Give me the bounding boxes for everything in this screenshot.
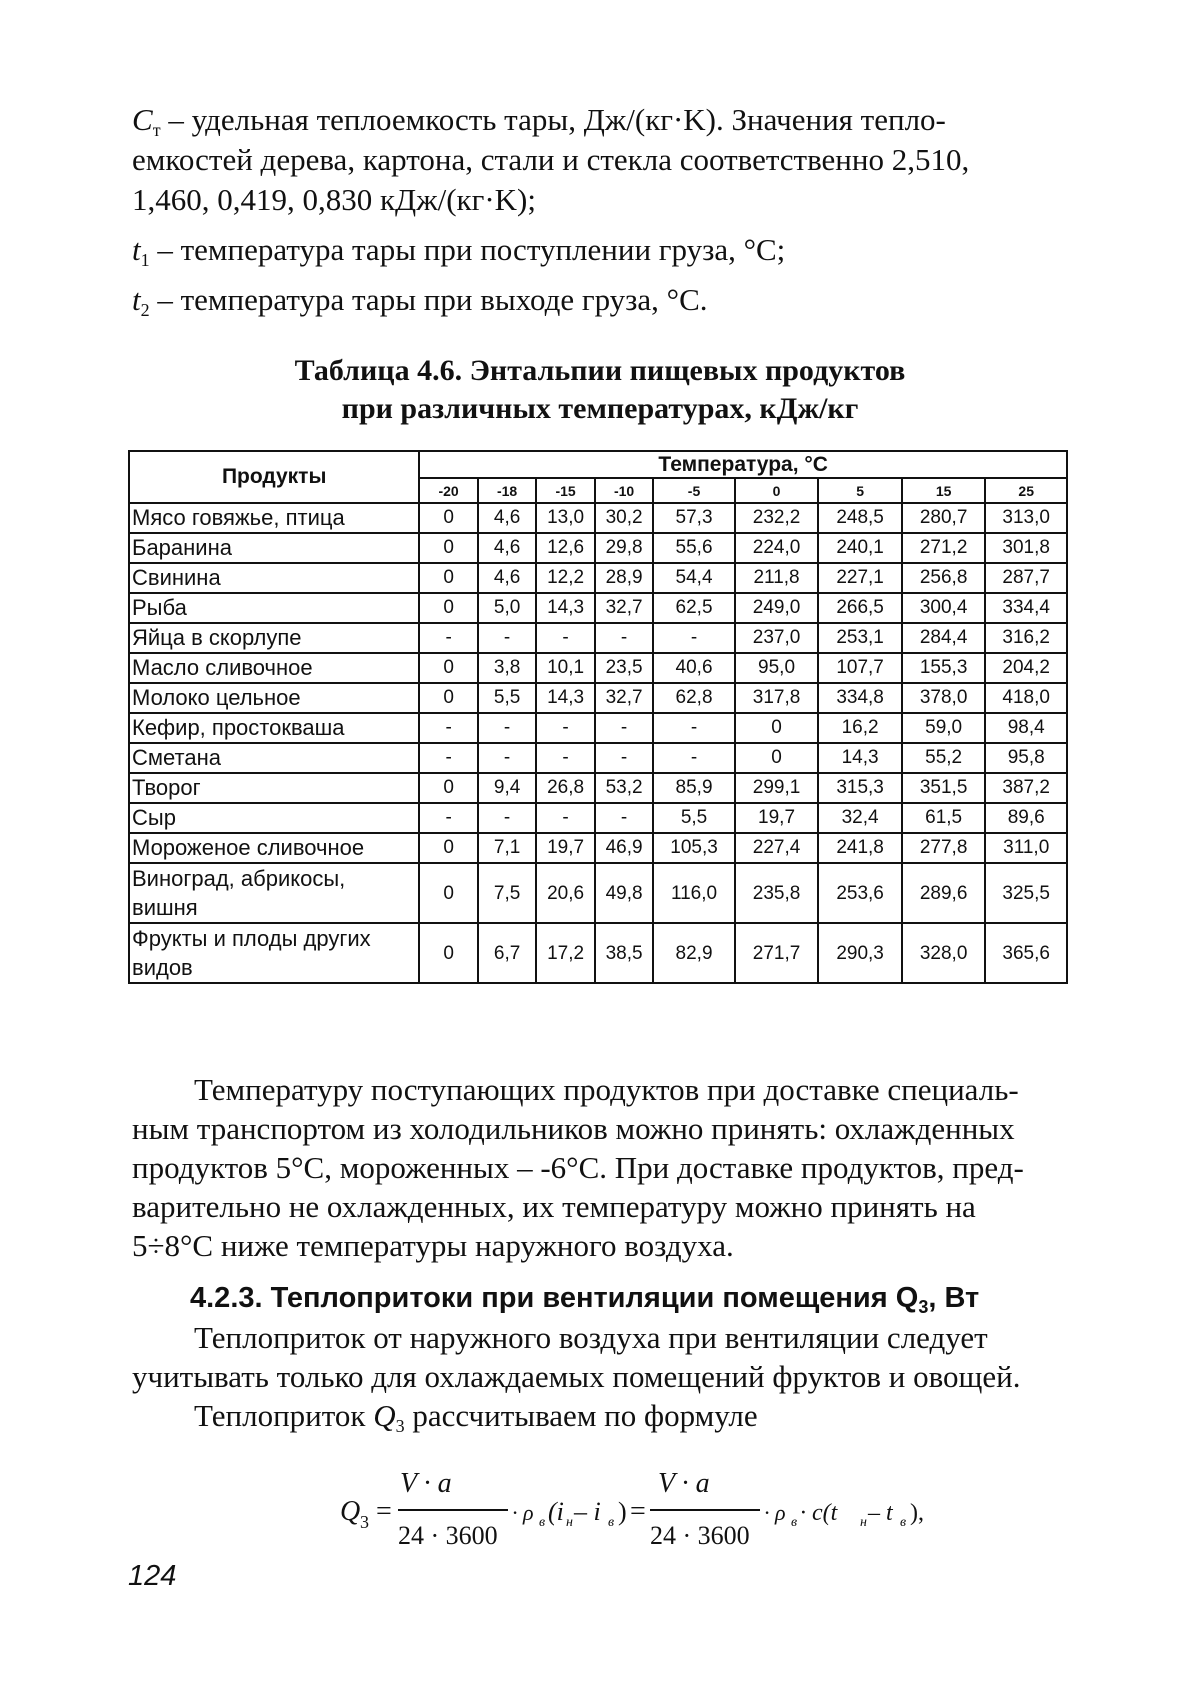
product-name-cell: Мясо говяжье, птица — [129, 503, 419, 533]
enthalpy-cell: 16,2 — [818, 713, 902, 743]
product-name-cell: Мороженое сливочное — [129, 833, 419, 863]
enthalpy-cell: - — [478, 743, 536, 773]
enthalpy-cell: 316,2 — [985, 623, 1067, 653]
definition-text: – температура тары при выходе груза, °С. — [149, 282, 708, 317]
table-row — [129, 503, 1067, 533]
formula-den1: 24 · 3600 — [398, 1521, 498, 1550]
formula-t2: – t — [868, 1500, 893, 1526]
enthalpy-cell: 98,4 — [985, 713, 1067, 743]
enthalpy-cell: 290,3 — [818, 923, 902, 983]
products-header: Продукты — [129, 451, 419, 503]
table-row — [129, 683, 1067, 713]
enthalpy-cell: 317,8 — [735, 683, 819, 713]
enthalpy-cell: 0 — [419, 503, 477, 533]
temp-cell: 25 — [985, 478, 1067, 503]
caption-line: при различных температурах, кДж/кг — [341, 392, 859, 425]
table-row — [129, 713, 1067, 743]
section-sub: 3 — [918, 1297, 929, 1317]
enthalpy-cell: 28,9 — [595, 563, 653, 593]
enthalpy-cell: 38,5 — [595, 923, 653, 983]
enthalpy-cell: 289,6 — [902, 863, 986, 923]
definition-t2 — [132, 280, 1062, 320]
table-row — [129, 593, 1067, 623]
intro-definitions — [132, 100, 1062, 330]
table-row — [129, 533, 1067, 563]
enthalpy-cell: - — [419, 743, 477, 773]
enthalpy-cell: 14,3 — [536, 593, 594, 623]
enthalpy-cell: 224,0 — [735, 533, 819, 563]
enthalpy-cell: 351,5 — [902, 773, 986, 803]
temp-cell: -20 — [419, 478, 477, 503]
enthalpy-cell: 95,8 — [985, 743, 1067, 773]
enthalpy-cell: - — [653, 743, 734, 773]
formula-eq2: = — [630, 1496, 646, 1527]
table-row — [129, 563, 1067, 593]
enthalpy-cell: 14,3 — [536, 683, 594, 713]
enthalpy-cell: 55,2 — [902, 743, 986, 773]
formula-num2: V · a — [658, 1468, 710, 1499]
product-name-cell: Сыр — [129, 803, 419, 833]
enthalpy-cell: 232,2 — [735, 503, 819, 533]
enthalpy-cell: 253,1 — [818, 623, 902, 653]
enthalpy-cell: - — [595, 713, 653, 743]
table-row — [129, 833, 1067, 863]
enthalpy-cell: 211,8 — [735, 563, 819, 593]
enthalpy-cell: - — [478, 623, 536, 653]
definition-cm — [132, 100, 1062, 220]
enthalpy-cell: 253,6 — [818, 863, 902, 923]
paragraph-line: продуктов 5°С, мороженных – -6°С. При доставке продуктов, пред- — [132, 1150, 1024, 1185]
table-row — [129, 743, 1067, 773]
formula-lhs-sub: 3 — [360, 1512, 369, 1532]
enthalpy-cell: - — [478, 713, 536, 743]
enthalpy-cell: 53,2 — [595, 773, 653, 803]
formula-i1: (i — [548, 1497, 564, 1526]
enthalpy-cell: - — [653, 623, 734, 653]
section-suffix: , Вт — [928, 1282, 980, 1314]
enthalpy-cell: 0 — [419, 593, 477, 623]
section-title: 4.2.3. Теплопритоки при вентиляции помещения Q — [190, 1282, 919, 1314]
enthalpy-cell: 277,8 — [902, 833, 986, 863]
product-name-cell: Сметана — [129, 743, 419, 773]
enthalpy-cell: 20,6 — [536, 863, 594, 923]
enthalpy-cell: 387,2 — [985, 773, 1067, 803]
enthalpy-cell: 95,0 — [735, 653, 819, 683]
enthalpy-cell: 4,6 — [478, 563, 536, 593]
definition-text: 1,460, 0,419, 0,830 кДж/(кг·K); — [132, 182, 536, 217]
enthalpy-cell: - — [595, 803, 653, 833]
enthalpy-cell: 32,7 — [595, 683, 653, 713]
enthalpy-cell: 116,0 — [653, 863, 734, 923]
definition-t1 — [132, 230, 1062, 270]
formula-i2: – i — [574, 1497, 601, 1526]
enthalpy-cell: 328,0 — [902, 923, 986, 983]
enthalpy-cell: 155,3 — [902, 653, 986, 683]
enthalpy-cell: - — [595, 623, 653, 653]
enthalpy-cell: 311,0 — [985, 833, 1067, 863]
enthalpy-cell: - — [478, 803, 536, 833]
enthalpy-cell: 105,3 — [653, 833, 734, 863]
symbol-sub: 1 — [140, 250, 150, 270]
paragraph-line: 5÷8°С ниже температуры наружного воздуха. — [132, 1228, 734, 1263]
enthalpy-cell: 0 — [419, 563, 477, 593]
enthalpy-cell: - — [595, 743, 653, 773]
enthalpy-cell: 284,4 — [902, 623, 986, 653]
paragraph-line: Теплоприток от наружного воздуха при вентиляции следует — [194, 1320, 988, 1355]
enthalpy-cell: 61,5 — [902, 803, 986, 833]
section-heading — [190, 1280, 979, 1316]
enthalpy-cell: 49,8 — [595, 863, 653, 923]
product-name-cell: Рыба — [129, 593, 419, 623]
product-name-cell: Масло сливочное — [129, 653, 419, 683]
enthalpy-cell: 4,6 — [478, 533, 536, 563]
formula-num1: V · a — [400, 1468, 452, 1499]
enthalpy-cell: 235,8 — [735, 863, 819, 923]
enthalpy-cell: 3,8 — [478, 653, 536, 683]
enthalpy-cell: 12,6 — [536, 533, 594, 563]
enthalpy-cell: 315,3 — [818, 773, 902, 803]
table-row — [129, 863, 1067, 923]
enthalpy-cell: 59,0 — [902, 713, 986, 743]
enthalpy-cell: 0 — [419, 533, 477, 563]
enthalpy-cell: 280,7 — [902, 503, 986, 533]
formula-i2-sub: в — [608, 1515, 615, 1530]
definition-text: – удельная теплоемкость тары, Дж/(кг·K). Значения тепло- — [160, 102, 946, 137]
enthalpy-cell: 0 — [735, 743, 819, 773]
enthalpy-cell: 19,7 — [735, 803, 819, 833]
enthalpy-cell: 82,9 — [653, 923, 734, 983]
enthalpy-cell: 62,8 — [653, 683, 734, 713]
product-name-cell: Виноград, абрикосы, вишня — [129, 863, 419, 923]
symbol-t: t — [132, 232, 141, 267]
paragraph-text: Теплоприток — [194, 1398, 374, 1433]
enthalpy-cell: - — [653, 713, 734, 743]
formula-rho2-sub: в — [791, 1515, 798, 1530]
table-body — [129, 503, 1067, 983]
paragraph-text: рассчитываем по формуле — [404, 1398, 758, 1433]
table-row — [129, 923, 1067, 983]
table-row — [129, 623, 1067, 653]
enthalpy-cell: 248,5 — [818, 503, 902, 533]
enthalpy-cell: 14,3 — [818, 743, 902, 773]
temp-cell: 15 — [902, 478, 986, 503]
enthalpy-cell: 57,3 — [653, 503, 734, 533]
enthalpy-cell: - — [419, 623, 477, 653]
enthalpy-cell: 249,0 — [735, 593, 819, 623]
ventilation-formula — [340, 1452, 980, 1562]
enthalpy-cell: 204,2 — [985, 653, 1067, 683]
product-name-cell: Творог — [129, 773, 419, 803]
enthalpy-cell: 12,2 — [536, 563, 594, 593]
table-caption — [130, 352, 1070, 428]
enthalpy-cell: 26,8 — [536, 773, 594, 803]
enthalpy-cell: 40,6 — [653, 653, 734, 683]
enthalpy-cell: 334,8 — [818, 683, 902, 713]
enthalpy-cell: 89,6 — [985, 803, 1067, 833]
symbol-c: C — [132, 102, 153, 137]
enthalpy-table — [128, 450, 1068, 984]
enthalpy-cell: 5,5 — [478, 683, 536, 713]
temp-cell: -10 — [595, 478, 653, 503]
enthalpy-cell: 266,5 — [818, 593, 902, 623]
enthalpy-cell: 32,7 — [595, 593, 653, 623]
enthalpy-cell: 54,4 — [653, 563, 734, 593]
enthalpy-cell: 0 — [735, 713, 819, 743]
enthalpy-cell: 62,5 — [653, 593, 734, 623]
paragraph-line: Температуру поступающих продуктов при доставке специаль- — [194, 1072, 1019, 1107]
paragraph-line: учитывать только для охлаждаемых помещений фруктов и овощей. — [132, 1359, 1021, 1394]
enthalpy-cell: 19,7 — [536, 833, 594, 863]
enthalpy-cell: 287,7 — [985, 563, 1067, 593]
enthalpy-cell: 4,6 — [478, 503, 536, 533]
formula-i1-sub: н — [566, 1515, 573, 1530]
caption-line: Таблица 4.6. Энтальпии пищевых продуктов — [294, 354, 906, 387]
enthalpy-cell: 241,8 — [818, 833, 902, 863]
temp-cell: 5 — [818, 478, 902, 503]
enthalpy-cell: 107,7 — [818, 653, 902, 683]
temp-cell: 0 — [735, 478, 819, 503]
page-number: 124 — [128, 1560, 177, 1592]
enthalpy-cell: 365,6 — [985, 923, 1067, 983]
enthalpy-cell: 0 — [419, 773, 477, 803]
temp-cell: -5 — [653, 478, 734, 503]
enthalpy-cell: 227,4 — [735, 833, 819, 863]
enthalpy-cell: 55,6 — [653, 533, 734, 563]
table-row — [129, 803, 1067, 833]
enthalpy-cell: 237,0 — [735, 623, 819, 653]
product-name-cell: Молоко цельное — [129, 683, 419, 713]
enthalpy-cell: 7,1 — [478, 833, 536, 863]
symbol-sub: 3 — [395, 1416, 405, 1436]
formula-rho1: · ρ — [512, 1500, 534, 1525]
temperature-header: Температура, °С — [419, 451, 1067, 478]
enthalpy-cell: 0 — [419, 833, 477, 863]
enthalpy-cell: 301,8 — [985, 533, 1067, 563]
definition-text: – температура тары при поступлении груза, °С; — [149, 232, 786, 267]
enthalpy-cell: 240,1 — [818, 533, 902, 563]
enthalpy-cell: 227,1 — [818, 563, 902, 593]
enthalpy-cell: 30,2 — [595, 503, 653, 533]
formula-c: · c(t — [800, 1500, 838, 1526]
symbol-t: t — [132, 282, 141, 317]
formula-close1: ) — [618, 1497, 627, 1526]
product-name-cell: Фрукты и плоды других видов — [129, 923, 419, 983]
formula-den2: 24 · 3600 — [650, 1521, 750, 1550]
enthalpy-cell: - — [419, 713, 477, 743]
enthalpy-cell: 7,5 — [478, 863, 536, 923]
product-name-cell: Яйца в скорлупе — [129, 623, 419, 653]
enthalpy-cell: 0 — [419, 653, 477, 683]
product-name-cell: Кефир, простокваша — [129, 713, 419, 743]
ventilation-paragraph — [132, 1318, 1062, 1435]
formula-rho2: · ρ — [764, 1500, 786, 1525]
enthalpy-cell: 325,5 — [985, 863, 1067, 923]
enthalpy-cell: 299,1 — [735, 773, 819, 803]
formula-lhs: Q — [340, 1496, 361, 1527]
enthalpy-cell: 9,4 — [478, 773, 536, 803]
enthalpy-cell: - — [536, 743, 594, 773]
enthalpy-cell: 85,9 — [653, 773, 734, 803]
enthalpy-cell: 0 — [419, 683, 477, 713]
enthalpy-cell: 0 — [419, 863, 477, 923]
enthalpy-cell: 0 — [419, 923, 477, 983]
paragraph-line: ным транспортом из холодильников можно принять: охлажденных — [132, 1111, 1015, 1146]
delivery-temperature-paragraph — [132, 1070, 1062, 1265]
enthalpy-cell: - — [536, 623, 594, 653]
enthalpy-cell: - — [536, 713, 594, 743]
formula-rho1-sub: в — [539, 1515, 546, 1530]
definition-text: емкостей дерева, картона, стали и стекла соответственно 2,510, — [132, 142, 970, 177]
enthalpy-cell: 313,0 — [985, 503, 1067, 533]
enthalpy-cell: 271,7 — [735, 923, 819, 983]
enthalpy-cell: - — [536, 803, 594, 833]
table-row — [129, 653, 1067, 683]
formula-t2-sub: в — [900, 1515, 907, 1530]
formula-t1-sub: н — [860, 1515, 867, 1530]
enthalpy-cell: 23,5 — [595, 653, 653, 683]
enthalpy-cell: 6,7 — [478, 923, 536, 983]
product-name-cell: Баранина — [129, 533, 419, 563]
symbol-q: Q — [373, 1398, 396, 1433]
enthalpy-cell: 256,8 — [902, 563, 986, 593]
product-name-cell: Свинина — [129, 563, 419, 593]
enthalpy-cell: 334,4 — [985, 593, 1067, 623]
temp-cell: -18 — [478, 478, 536, 503]
enthalpy-cell: 271,2 — [902, 533, 986, 563]
formula-eq: = — [376, 1496, 392, 1527]
enthalpy-cell: 418,0 — [985, 683, 1067, 713]
enthalpy-cell: 32,4 — [818, 803, 902, 833]
table-row — [129, 773, 1067, 803]
enthalpy-cell: 17,2 — [536, 923, 594, 983]
enthalpy-cell: 13,0 — [536, 503, 594, 533]
temp-cell: -15 — [536, 478, 594, 503]
enthalpy-cell: 10,1 — [536, 653, 594, 683]
enthalpy-cell: 5,0 — [478, 593, 536, 623]
formula-close2: ), — [910, 1500, 924, 1526]
enthalpy-cell: 378,0 — [902, 683, 986, 713]
paragraph-line: варительно не охлажденных, их температуру можно принять на — [132, 1189, 976, 1224]
enthalpy-cell: - — [419, 803, 477, 833]
enthalpy-cell: 5,5 — [653, 803, 734, 833]
enthalpy-cell: 46,9 — [595, 833, 653, 863]
enthalpy-cell: 300,4 — [902, 593, 986, 623]
symbol-sub: 2 — [140, 300, 150, 320]
enthalpy-cell: 29,8 — [595, 533, 653, 563]
symbol-sub: т — [152, 120, 161, 140]
